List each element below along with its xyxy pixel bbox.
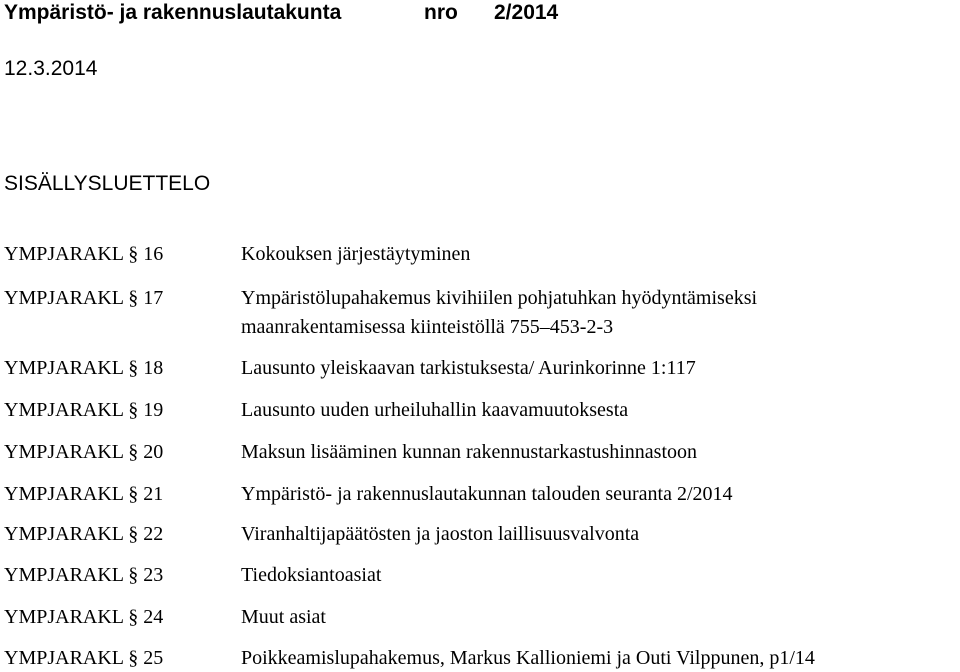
document-header xyxy=(4,1,558,25)
toc-title: SISÄLLYSLUETTELO xyxy=(4,172,211,195)
board-name: Ympäristö- ja rakennuslautakunta xyxy=(4,1,342,24)
entry-description-continuation: maanrakentamisessa kiinteistöllä 755–453-2-3 xyxy=(241,316,614,338)
meeting-date: 12.3.2014 xyxy=(4,57,98,80)
entry-description: Muut asiat xyxy=(241,606,326,628)
number-label: nro xyxy=(424,1,458,24)
entry-description: Poikkeamislupahakemus, Markus Kallioniemi ja Outi Vilppunen, p1/14 xyxy=(241,647,815,669)
entry-code: YMPJARAKL § 24 xyxy=(4,606,164,628)
entry-description: Viranhaltijapäätösten ja jaoston laillisuusvalvonta xyxy=(241,523,640,545)
entry-code: YMPJARAKL § 23 xyxy=(4,564,164,586)
entry-description: Lausunto uuden urheiluhallin kaavamuutoksesta xyxy=(241,399,629,421)
entry-code: YMPJARAKL § 22 xyxy=(4,523,164,545)
entry-code: YMPJARAKL § 21 xyxy=(4,483,164,505)
entry-description: Kokouksen järjestäytyminen xyxy=(241,243,471,265)
entry-code: YMPJARAKL § 20 xyxy=(4,441,164,463)
entry-description: Ympäristölupahakemus kivihiilen pohjatuhkan hyödyntämiseksi xyxy=(241,287,758,309)
entry-code: YMPJARAKL § 25 xyxy=(4,647,164,669)
entry-description: Lausunto yleiskaavan tarkistuksesta/ Aurinkorinne 1:117 xyxy=(241,357,696,379)
entry-description: Maksun lisääminen kunnan rakennustarkastushinnastoon xyxy=(241,441,698,463)
entry-description: Ympäristö- ja rakennuslautakunnan talouden seuranta 2/2014 xyxy=(241,483,733,505)
entry-description: Tiedoksiantoasiat xyxy=(241,564,382,586)
entry-code: YMPJARAKL § 19 xyxy=(4,399,164,421)
entry-code: YMPJARAKL § 18 xyxy=(4,357,164,379)
entry-code: YMPJARAKL § 16 xyxy=(4,243,164,265)
meeting-number: 2/2014 xyxy=(494,1,559,24)
entry-code: YMPJARAKL § 17 xyxy=(4,287,164,309)
